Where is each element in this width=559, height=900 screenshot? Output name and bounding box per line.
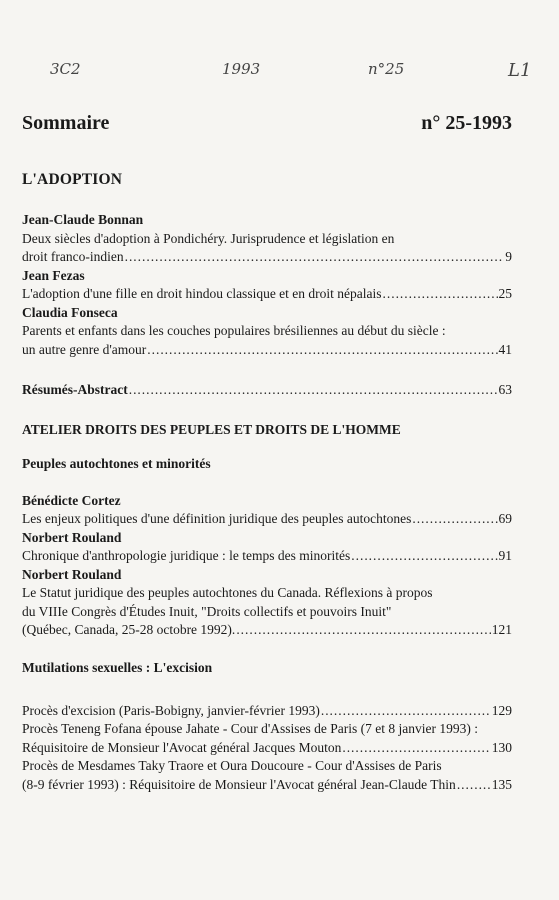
toc-line <box>22 547 512 566</box>
handwritten-note: 3C2 <box>50 60 81 78</box>
handwritten-note: L1 <box>508 60 532 81</box>
page-number: 130 <box>491 739 512 755</box>
page-number: 69 <box>498 511 512 526</box>
toc-line <box>22 702 512 721</box>
entry-bonnan <box>22 211 512 267</box>
dot-leader <box>342 739 490 758</box>
author: Jean-Claude Bonnan <box>22 212 144 227</box>
toc-line <box>22 621 512 640</box>
page-number: 91 <box>498 548 512 563</box>
entry-title: (Québec, Canada, 25-28 octobre 1992). <box>22 622 236 637</box>
toc-line <box>22 510 512 529</box>
dot-leader <box>321 702 491 721</box>
dot-leader <box>236 621 490 640</box>
table-of-contents <box>22 112 512 794</box>
page-number: 121 <box>491 622 512 637</box>
entry-title: Deux siècles d'adoption à Pondichéry. Jurisprudence et législation en <box>22 230 395 246</box>
section-heading-adoption: L'ADOPTION <box>22 171 123 188</box>
entry-title: Réquisitoire de Monsieur l'Avocat général Jacques Mouton <box>22 739 342 755</box>
author: Norbert Rouland <box>22 566 122 582</box>
subsection-heading-mutilations: Mutilations sexuelles : L'excision <box>22 659 213 675</box>
entry-title: droit franco-indien <box>22 249 124 264</box>
dot-leader <box>412 510 497 529</box>
entry-resumes <box>22 381 512 400</box>
entry-title: (8-9 février 1993) : Réquisitoire de Monsieur l'Avocat général Jean-Claude Thin <box>22 776 456 792</box>
entry-title: Procès Teneng Fofana épouse Jahate - Cour d'Assises de Paris (7 et 8 janvier 1993) : <box>22 721 479 736</box>
entry-rouland-2 <box>22 566 512 640</box>
entry-title: Chronique d'anthropologie juridique : le temps des minorités <box>22 548 351 563</box>
author: Bénédicte Cortez <box>22 492 121 508</box>
entry-cortez <box>22 492 512 529</box>
entry-fonseca <box>22 304 512 360</box>
entry-title: Procès d'excision (Paris-Bobigny, janvier-février 1993) <box>22 702 320 718</box>
author: Norbert Rouland <box>22 529 122 545</box>
dot-leader <box>383 285 498 304</box>
page-number: 41 <box>498 341 512 357</box>
entry-title: Le Statut juridique des peuples autochtones du Canada. Réflexions à propos <box>22 585 433 600</box>
page-number: 9 <box>505 249 512 264</box>
entry-fezas <box>22 267 512 304</box>
entry-title: un autre genre d'amour <box>22 341 147 357</box>
entry-rouland-1 <box>22 529 512 566</box>
page-title: Sommaire <box>22 112 110 134</box>
author: Jean Fezas <box>22 267 85 283</box>
dot-leader <box>129 381 498 400</box>
toc-line <box>22 285 512 304</box>
dot-leader <box>351 547 497 566</box>
page-number: 129 <box>491 702 512 718</box>
page-number: 63 <box>498 382 512 397</box>
toc-line <box>22 739 512 758</box>
handwritten-note: 1993 <box>222 60 261 78</box>
toc-line <box>22 776 512 795</box>
dot-leader <box>147 341 497 360</box>
issue-number: n° 25-1993 <box>421 112 512 134</box>
header <box>22 112 512 135</box>
page-number: 25 <box>498 286 512 301</box>
toc-line <box>22 248 512 267</box>
entry-proces-1 <box>22 702 512 721</box>
entry-title: Les enjeux politiques d'une définition juridique des peuples autochtones <box>22 511 412 526</box>
entry-title: Parents et enfants dans les couches populaires brésiliennes au début du siècle : <box>22 323 446 338</box>
entry-proces-2 <box>22 720 512 757</box>
entry-title: Résumés-Abstract <box>22 382 128 397</box>
handwritten-note: n°25 <box>368 60 405 78</box>
subsection-heading-peuples: Peuples autochtones et minorités <box>22 455 211 471</box>
entry-title: L'adoption d'une fille en droit hindou classique et en droit népalais <box>22 286 382 301</box>
section-heading-atelier: ATELIER DROITS DES PEUPLES ET DROITS DE L'HOMME <box>22 421 401 437</box>
toc-line <box>22 341 512 360</box>
entry-title: du VIIIe Congrès d'Études Inuit, "Droits collectifs et pouvoirs Inuit" <box>22 603 392 619</box>
entry-title: Procès de Mesdames Taky Traore et Oura Doucoure - Cour d'Assises de Paris <box>22 758 442 773</box>
entry-proces-3 <box>22 757 512 794</box>
page-number: 135 <box>491 776 512 792</box>
dot-leader <box>457 776 491 795</box>
author: Claudia Fonseca <box>22 304 118 320</box>
dot-leader <box>125 248 505 267</box>
